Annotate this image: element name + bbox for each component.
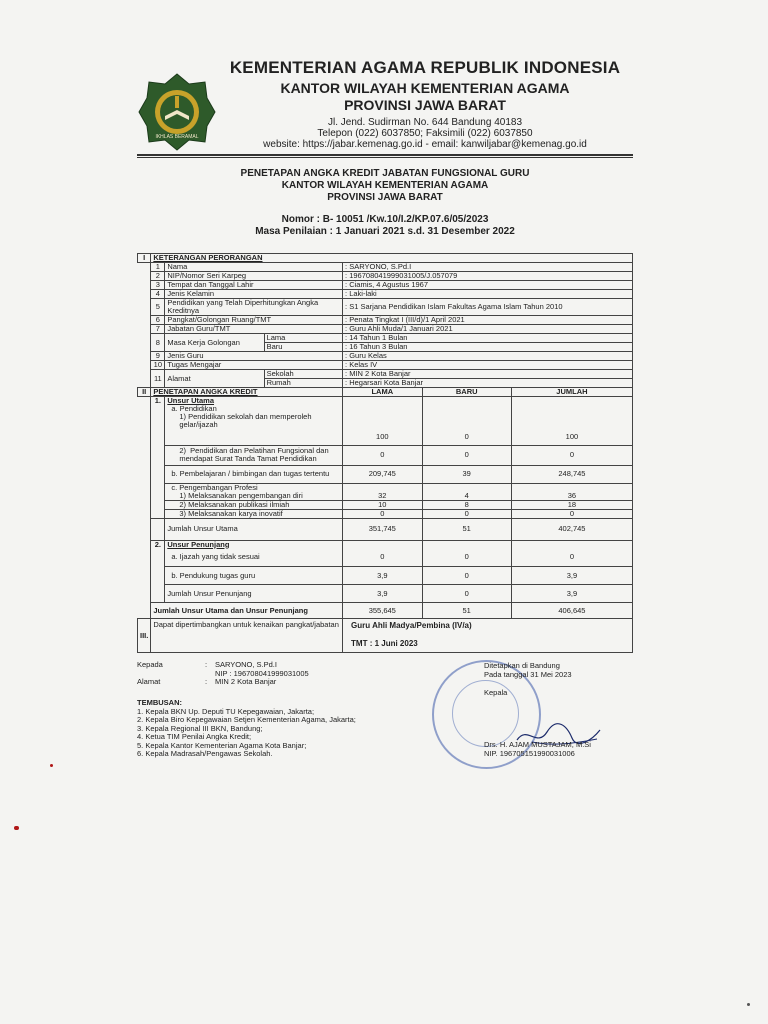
address-label: Alamat <box>137 677 161 686</box>
signing-place: Ditetapkan di Bandung <box>484 661 560 670</box>
row-alamat: 11 Alamat Sekolah : MIN 2 Kota Banjar <box>138 370 633 379</box>
scan-speck <box>50 764 53 767</box>
field-label: Jenis Kelamin <box>165 290 343 299</box>
province-name: PROVINSI JAWA BARAT <box>344 97 506 113</box>
row-pendidikan-sekolah: 100 0 100 <box>138 429 633 445</box>
letterhead <box>225 58 625 150</box>
office-phone: Telepon (022) 6037850; Faksimili (022) 6037850 <box>317 128 533 139</box>
row-tugas-mengajar: 10 Tugas Mengajar : Kelas IV <box>138 361 633 370</box>
personal-info-row <box>138 299 633 316</box>
document-number: Nomor : B- 10051 /Kw.10/I.2/KP.07.6/05/2023 <box>281 214 489 225</box>
masa-kerja-baru: : 16 Tahun 3 Bulan <box>343 343 633 352</box>
document-heading <box>137 168 633 204</box>
row-publikasi-ilmiah: 2) Melaksanakan publikasi ilmiah 10 8 18 <box>138 500 633 509</box>
letterhead-rule-thin <box>137 157 633 158</box>
field-value: : Guru Ahli Muda/1 Januari 2021 <box>343 325 633 334</box>
heading-line-2: KANTOR WILAYAH KEMENTERIAN AGAMA <box>281 180 489 191</box>
row-kesimpulan: III. Dapat dipertimbangkan untuk kenaikan pangkat/jabatan Guru Ahli Madya/Pembina (IV/a) TMT : 1 Juni 2023 <box>138 619 633 653</box>
signer-name: Drs. H. AJAM MUSTAJAM, M.Si <box>484 740 591 749</box>
row-number: 4 <box>151 290 165 299</box>
signing-date: Pada tanggal 31 Mei 2023 <box>484 669 572 679</box>
office-name: KANTOR WILAYAH KEMENTERIAN AGAMA <box>280 80 570 96</box>
office-address: Jl. Jend. Sudirman No. 644 Bandung 40183 <box>327 117 523 128</box>
scan-speck <box>747 1003 750 1006</box>
kemenag-logo <box>137 72 217 152</box>
cc-item: 5. Kepala Kantor Kementerian Agama Kota Banjar; <box>137 740 307 750</box>
row-jenis-guru: 9 Jenis Guru : Guru Kelas <box>138 352 633 361</box>
cc-list <box>137 699 437 759</box>
cc-item: 6. Kepala Madrasah/Pengawas Sekolah. <box>137 749 273 758</box>
row-total: Jumlah Unsur Utama dan Unsur Penunjang 355,645 51 406,645 <box>138 603 633 619</box>
field-value: : SARYONO, S.Pd.I <box>343 263 633 272</box>
recipient-address: MIN 2 Kota Banjar <box>215 677 277 686</box>
row-ijazah-tidak-sesuai: a. Ijazah yang tidak sesuai 0 0 0 <box>138 549 633 567</box>
field-label: Jabatan Guru/TMT <box>165 325 343 334</box>
signer-title: Kepala <box>484 688 508 697</box>
field-value: : Penata Tingkat I (III/d)/1 April 2021 <box>343 316 633 325</box>
row-pendukung-tugas: b. Pendukung tugas guru 3,9 0 3,9 <box>138 567 633 585</box>
cc-item: 3. Kepala Regional III BKN, Bandung; <box>137 723 263 733</box>
field-value: : Ciamis, 4 Agustus 1967 <box>343 281 633 290</box>
field-label: Tempat dan Tanggal Lahir <box>165 281 343 290</box>
recipient-label: Kepada <box>137 660 163 669</box>
row-number: 5 <box>151 299 165 316</box>
cc-item: 2. Kepala Biro Kepegawaian Setjen Kementerian Agama, Jakarta; <box>137 715 356 724</box>
row-number: 1 <box>151 263 165 272</box>
row-diklat: 2) Pendidikan dan Pelatihan Fungsional dan mendapat Surat Tanda Tamat Pendidikan 0 0 0 <box>138 445 633 465</box>
heading-line-3: PROVINSI JAWA BARAT <box>327 192 443 203</box>
letterhead-rule <box>137 154 633 156</box>
recommended-position: Guru Ahli Madya/Pembina (IV/a) <box>351 621 472 630</box>
svg-text:IKHLAS BERAMAL: IKHLAS BERAMAL <box>155 134 199 140</box>
field-label: Pangkat/Golongan Ruang/TMT <box>165 316 343 325</box>
row-masa-kerja: 8 Masa Kerja Golongan Lama : 14 Tahun 1 Bulan <box>138 334 633 343</box>
masa-kerja-lama: : 14 Tahun 1 Bulan <box>343 334 633 343</box>
row-karya-inovatif: 3) Melaksanakan karya inovatif 0 0 0 <box>138 509 633 518</box>
field-value: : Laki-laki <box>343 290 633 299</box>
section-2-header: II PENETAPAN ANGKA KREDIT LAMA BARU JUMLAH <box>138 388 633 397</box>
row-pengembangan-diri: 1) Melaksanakan pengembangan diri 32 4 36 <box>138 492 633 501</box>
row-jumlah-unsur-utama: Jumlah Unsur Utama 351,745 51 402,745 <box>138 518 633 540</box>
tmt-date: TMT : 1 Juni 2023 <box>351 639 418 648</box>
row-number: 7 <box>151 325 165 334</box>
signature-block <box>484 662 624 698</box>
document-number-block <box>137 214 633 238</box>
signer-nip: NIP. 196705151990031006 <box>484 748 575 758</box>
recipient-name: SARYONO, S.Pd.I <box>215 660 277 669</box>
credit-table: I KETERANGAN PERORANGAN 1 Nama : SARYONO, S.Pd.I 2 NIP/Nomor Seri Karpeg : 196708041999031005/J.057079 3 Tempat dan Tanggal Lahir : Ciamis, 4 Agustus 1967 4 Jenis Kelamin : Laki-laki 5 Pendidikan yang Telah Diperhitungkan Angka Kreditnya : S1 Sarjana Pendidikan Islam Fakultas Agama Islam Tahun 2010 6 Pangkat/Golongan Ruang/TMT : Penata Tingkat I (III/d)/1 April 2021 7 Jabatan Guru/TMT : Guru Ahli Muda/1 Januari 2021 8 Masa Kerja Golongan Lama : 14 Tahun 1 Bulan Baru : 16 Tahun 3 Bulan 9 Jenis Guru : Guru Kelas 10 Tugas Mengajar : Kelas IV 11 Alamat Sekolah : MIN 2 Kota Banjar Rumah : Hegarsari Kota Banjar II PENETAPAN ANGKA KREDIT LAMA BARU JUMLAH 1. Unsur Utama a. Pendidikan 1) Pendidikan sekolah dan memperoleh gelar/ijazah 100 0 100 2) Pendidikan dan Pelatihan Fungsional dan mendapat Surat Tanda Tamat Pendidikan 0 0 0 b. Pembelajaran / bimbingan dan tugas tertentu 209,745 39 248,745 c. Pengembangan Profesi 1) Melaksanakan pengembangan diri 32 4 36 2) Melaksanakan publikasi ilmiah 10 8 18 3) Melaksanakan karya inovatif 0 0 0 Jumlah Unsur Utama 351,745 51 402,745 2. Unsur Penunjang a. Ijazah yang tidak sesuai 0 0 0 b. Pendukung tugas guru 3,9 0 3,9 Jumlah Unsur Penunjang 3,9 0 3,9 Jumlah Unsur Utama dan Unsur Penunjang 355,645 51 406,645 III. Dapat dipertimbangkan untuk kenaikan pangkat/jabatan Guru Ahli Madya/Pembina (IV/a) TMT : 1 Juni 2023 <box>137 253 633 653</box>
field-label: Nama <box>165 263 343 272</box>
heading-line-1: PENETAPAN ANGKA KREDIT JABATAN FUNGSIONAL GURU <box>240 168 530 179</box>
field-value: : S1 Sarjana Pendidikan Islam Fakultas Agama Islam Tahun 2010 <box>343 299 633 316</box>
office-web: website: https://jabar.kemenag.go.id - email: kanwiljabar@kemenag.go.id <box>263 139 587 150</box>
row-number: 2 <box>151 272 165 281</box>
field-label: Pendidikan yang Telah Diperhitungkan Angka Kreditnya <box>165 299 343 316</box>
cc-title: TEMBUSAN: <box>137 698 182 707</box>
recipient-nip: NIP : 196708041999031005 <box>215 668 309 678</box>
row-number: 6 <box>151 316 165 325</box>
field-value: : 196708041999031005/J.057079 <box>343 272 633 281</box>
cc-item: 1. Kepala BKN Up. Deputi TU Kepegawaian, Jakarta; <box>137 706 315 716</box>
scan-speck <box>14 826 19 830</box>
signer-info <box>484 741 634 758</box>
row-number: 3 <box>151 281 165 290</box>
assessment-period: Masa Penilaian : 1 Januari 2021 s.d. 31 Desember 2022 <box>255 226 515 237</box>
row-jumlah-unsur-penunjang: Jumlah Unsur Penunjang 3,9 0 3,9 <box>138 585 633 603</box>
cc-item: 4. Ketua TIM Penilai Angka Kredit; <box>137 732 252 741</box>
section-1-header: I KETERANGAN PERORANGAN <box>138 254 633 263</box>
row-pembelajaran: b. Pembelajaran / bimbingan dan tugas tertentu 209,745 39 248,745 <box>138 465 633 483</box>
recipient-block: Kepada : SARYONO, S.Pd.I NIP : 196708041999031005 Alamat : MIN 2 Kota Banjar <box>137 660 309 686</box>
field-label: NIP/Nomor Seri Karpeg <box>165 272 343 281</box>
ministry-name: KEMENTERIAN AGAMA REPUBLIK INDONESIA <box>229 58 621 77</box>
